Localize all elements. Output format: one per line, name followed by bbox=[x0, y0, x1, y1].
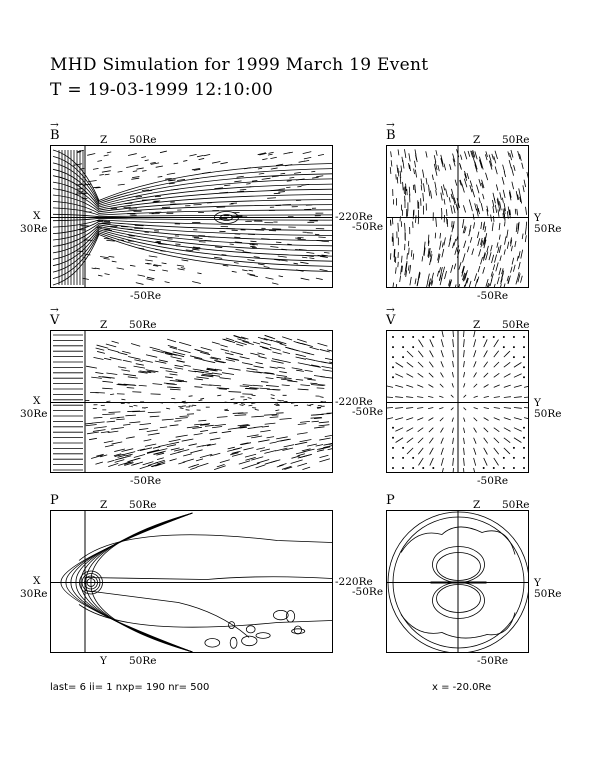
p-right-right-axis: Y bbox=[534, 576, 541, 589]
p-left-right-value: -220Re bbox=[335, 575, 373, 588]
b-left-symbol: B bbox=[50, 128, 60, 143]
p-left-symbol: P bbox=[50, 493, 59, 508]
v-right-plot bbox=[387, 331, 529, 473]
cross-section-field bbox=[390, 149, 529, 288]
p-left-bottom-value: 50Re bbox=[129, 655, 157, 667]
v-left-vector-arrow-icon: → bbox=[50, 304, 59, 316]
v-left-panel bbox=[50, 330, 333, 473]
p-right-plot bbox=[387, 511, 529, 653]
p-left-plot bbox=[51, 511, 333, 653]
v-right-vector-arrow-icon: → bbox=[386, 304, 395, 316]
v-left-plot bbox=[51, 331, 333, 473]
b-left-panel bbox=[50, 145, 333, 288]
b-left-vector-arrow-icon: → bbox=[50, 119, 59, 131]
b-left-plot bbox=[51, 146, 333, 288]
p-right-panel bbox=[386, 510, 529, 653]
v-right-right-value: 50Re bbox=[534, 407, 562, 420]
p-left-left-value: 30Re bbox=[20, 587, 48, 600]
p-left-bottom-axis: Y bbox=[100, 655, 107, 667]
b-right-vector-arrow-icon: → bbox=[386, 119, 395, 131]
p-right-symbol: P bbox=[386, 493, 395, 508]
b-right-bottom-value: -50Re bbox=[477, 290, 509, 302]
p-right-right-value: 50Re bbox=[534, 587, 562, 600]
v-right-top-value: 50Re bbox=[502, 319, 530, 331]
b-left-bottom-value: -50Re bbox=[130, 290, 162, 302]
b-right-top-value: 50Re bbox=[502, 134, 530, 146]
p-left-top-value: 50Re bbox=[129, 499, 157, 511]
b-right-left-value: -50Re bbox=[352, 220, 384, 233]
p-right-top-axis: Z bbox=[473, 499, 481, 511]
b-right-right-value: 50Re bbox=[534, 222, 562, 235]
time-stamp: T = 19-03-1999 12:10:00 bbox=[50, 80, 274, 100]
v-left-left-value: 30Re bbox=[20, 407, 48, 420]
p-right-left-value: -50Re bbox=[352, 585, 384, 598]
figure-title: MHD Simulation for 1999 March 19 Event bbox=[50, 55, 429, 75]
b-right-plot bbox=[387, 146, 529, 288]
v-left-left-axis: X bbox=[33, 394, 41, 407]
v-left-top-axis: Z bbox=[100, 319, 108, 331]
p-left-panel bbox=[50, 510, 333, 653]
v-right-left-value: -50Re bbox=[352, 405, 384, 418]
b-left-right-value: -220Re bbox=[335, 210, 373, 223]
p-right-top-value: 50Re bbox=[502, 499, 530, 511]
b-left-left-value: 30Re bbox=[20, 222, 48, 235]
slice-position: x = -20.0Re bbox=[432, 682, 492, 693]
v-left-right-value: -220Re bbox=[335, 395, 373, 408]
p-left-top-axis: Z bbox=[100, 499, 108, 511]
p-right-bottom-value: -50Re bbox=[477, 655, 509, 667]
p-left-left-axis: X bbox=[33, 574, 41, 587]
v-right-right-axis: Y bbox=[534, 396, 541, 409]
b-right-symbol: B bbox=[386, 128, 396, 143]
b-right-top-axis: Z bbox=[473, 134, 481, 146]
v-right-top-axis: Z bbox=[473, 319, 481, 331]
v-right-bottom-value: -50Re bbox=[477, 475, 509, 487]
v-right-symbol: V bbox=[386, 313, 396, 328]
b-left-top-axis: Z bbox=[100, 134, 108, 146]
b-left-left-axis: X bbox=[33, 209, 41, 222]
run-parameters: last= 6 ii= 1 nxp= 190 nr= 500 bbox=[50, 682, 210, 693]
v-left-symbol: V bbox=[50, 313, 60, 328]
b-right-right-axis: Y bbox=[534, 211, 541, 224]
b-left-top-value: 50Re bbox=[129, 134, 157, 146]
v-right-panel bbox=[386, 330, 529, 473]
b-right-panel bbox=[386, 145, 529, 288]
v-left-bottom-value: -50Re bbox=[130, 475, 162, 487]
v-left-top-value: 50Re bbox=[129, 319, 157, 331]
